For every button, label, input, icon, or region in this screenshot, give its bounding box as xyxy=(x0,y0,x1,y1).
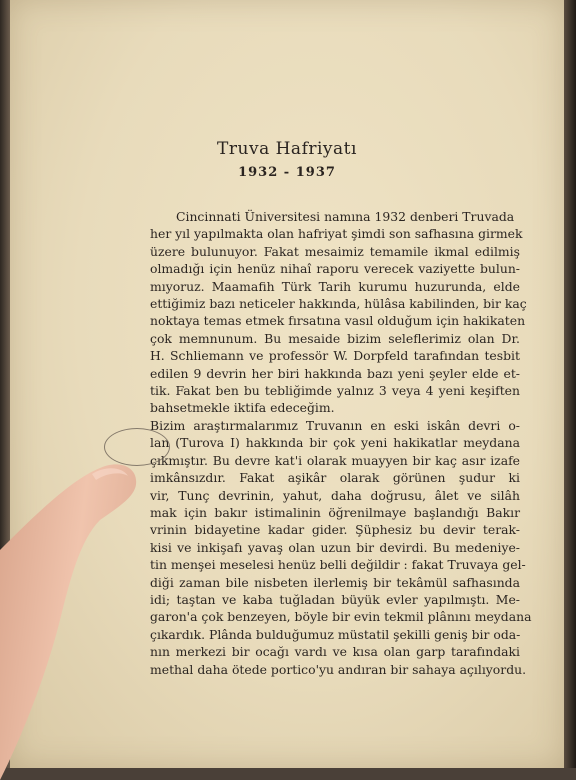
background-right xyxy=(564,0,576,768)
text-line: noktaya temas etmek fırsatına vasıl olduğum için hakikaten xyxy=(150,313,526,329)
text-line: olmadığı için henüz nihaî raporu verecek vaziyette bulun- xyxy=(150,261,520,277)
text-line: tin menşei meselesi henüz belli değildir : fakat Truvaya gel- xyxy=(150,557,526,573)
text-line: edilen 9 devrin her biri hakkında bazı yeni şeyler elde et- xyxy=(150,365,520,381)
text-line: ettiğimiz bazı neticeler hakkında, hülâsa kabilinden, bir kaç xyxy=(150,296,527,312)
text-line: H. Schliemann ve professör W. Dorpfeld tarafından tesbit xyxy=(150,348,520,364)
text-line: çıkardık. Plânda bulduğumuz müstatil şekilli geniş bir oda- xyxy=(150,626,521,642)
text-line: garon'a çok benzeyen, böyle bir evin tekmil plânını meydana xyxy=(150,609,532,625)
finger-photo xyxy=(0,440,150,780)
text-line: mak için bakır istimalinin öğrenilmaye başlandığı Bakır xyxy=(150,504,520,520)
body-text xyxy=(150,208,532,678)
text-line: vrinin bidayetine kadar gider. Şüphesiz bu devir terak- xyxy=(150,522,520,538)
text-line: her yıl yapılmakta olan hafriyat şimdi son safhasına girmek xyxy=(150,226,523,242)
text-line: idi; taştan ve kaba tuğladan büyük evler yapılmıştı. Me- xyxy=(150,591,520,607)
text-line: Bizim araştırmalarımız Truvanın en eski iskân devri o- xyxy=(150,417,520,433)
text-line: bahsetmekle iktifa edeceğim. xyxy=(150,400,335,416)
text-line: Cincinnati Üniversitesi namına 1932 denberi Truvada xyxy=(176,209,515,224)
text-line: mıyoruz. Maamafih Türk Tarih kurumu huzurunda, elde xyxy=(150,278,520,294)
page-title: Truva Hafriyatı xyxy=(217,139,357,159)
text-line: üzere bulunuyor. Fakat mesaimiz temamile ikmal edilmiş xyxy=(150,243,520,259)
page-years: 1932 - 1937 xyxy=(238,165,336,180)
text-line: çok memnunum. Bu mesaide bizim seleflerimiz olan Dr. xyxy=(150,330,520,346)
text-line: tik. Fakat ben bu tebliğimde yalnız 3 veya 4 yeni keşiften xyxy=(150,383,520,399)
text-line: kisi ve inkişafı yavaş olan uzun bir devirdi. Bu medeniye- xyxy=(150,539,520,555)
text-line: nın merkezi bir ocağı vardı ve kısa olan garp tarafındaki xyxy=(150,644,520,660)
text-line: lan (Turova I) hakkında bir çok yeni hakikatlar meydana xyxy=(150,435,520,451)
text-line: diği zaman bile nisbeten ilerlemiş bir tekâmül safhasında xyxy=(150,574,520,590)
text-line: çıkmıştır. Bu devre kat'i olarak muayyen bir kaç asır izafe xyxy=(150,452,520,468)
text-line: vir, Tunç devrinin, yahut, daha doğrusu, âlet ve silâh xyxy=(150,487,520,503)
text-line: methal daha ötede portico'yu andıran bir sahaya açılıyordu. xyxy=(150,661,527,677)
text-line: imkânsızdır. Fakat aşikâr olarak görünen şudur ki xyxy=(150,470,520,486)
